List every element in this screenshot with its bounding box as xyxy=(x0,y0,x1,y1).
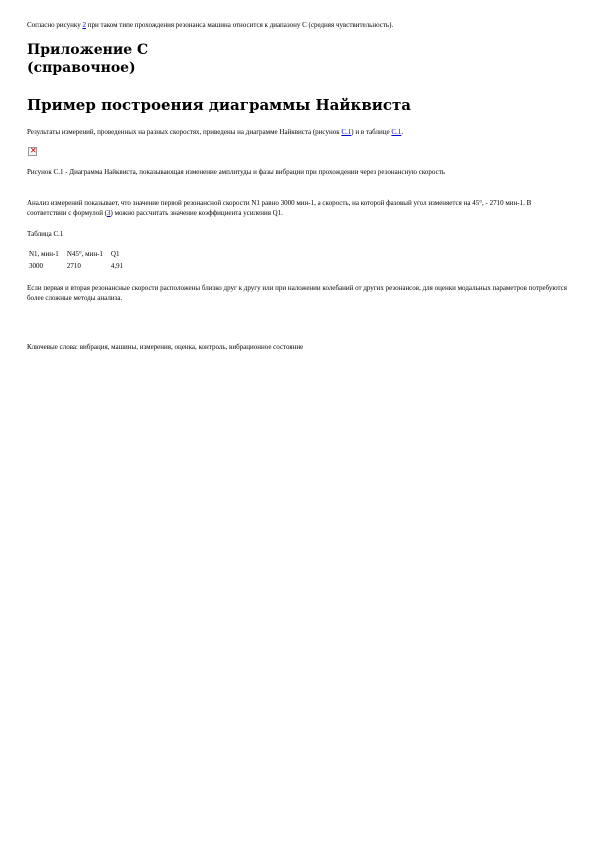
intro-text-before: Согласно рисунку xyxy=(27,21,83,29)
table-header-row xyxy=(27,248,129,260)
results-text-before: Результаты измерений, проведенных на разных скоростях, приведены на диаграмме Найквиста (рисунок xyxy=(27,128,342,136)
table-c1-link[interactable]: С.1 xyxy=(391,128,402,136)
results-text-after: . xyxy=(401,128,404,136)
analysis-text-before: Анализ измерений показывает, что значение первой резонансной скорости N1 равно 3000 мин-1, а скорость, на которой фазовый угол изменяется на 45°, - 2710 мин-1. В соответствии с формулой ( xyxy=(27,199,532,217)
table-row xyxy=(27,260,129,272)
analysis-paragraph xyxy=(27,198,567,218)
analysis-text-after: ) можно рассчитать значение коэффициента усиления Q1. xyxy=(110,209,283,217)
data-table xyxy=(27,248,129,272)
appendix-title-line1: Приложение С xyxy=(27,42,149,58)
figure-c1-link[interactable]: С.1 xyxy=(341,128,352,136)
appendix-title xyxy=(27,41,148,77)
broken-image-icon xyxy=(28,147,37,156)
formula-3-link[interactable]: 3 xyxy=(107,209,111,217)
table-header-cell: Q1 xyxy=(110,250,120,258)
intro-paragraph xyxy=(27,20,393,30)
section-title: Пример построения диаграммы Найквиста xyxy=(27,96,412,114)
figure-caption: Рисунок С.1 - Диаграмма Найквиста, показывающая изменение амплитуды и фазы вибрации при прохождении через резонансную скорость xyxy=(27,168,445,176)
intro-text-after: при таком типе прохождения резонанса машина относится к диапазону С (средняя чувствительность). xyxy=(85,21,394,29)
table-cell: 4,91 xyxy=(110,262,124,270)
results-text-middle: ) и в таблице xyxy=(351,128,392,136)
figure-2-link[interactable]: 2 xyxy=(82,21,86,29)
results-paragraph xyxy=(27,127,403,137)
keywords-line: Ключевые слова: вибрация, машины, измерения, оценка, контроль, вибрационное состояние xyxy=(27,343,304,351)
closing-paragraph: Если первая и вторая резонансные скорости расположены близко друг к другу или при наложении колебаний от других резонансов, для оценки модальных параметров потребуются более сложные методы анализа. xyxy=(27,284,567,302)
table-header-cell: N45°, мин-1 xyxy=(66,250,103,258)
appendix-title-line2: (справочное) xyxy=(27,60,136,76)
broken-image-x-mark: ✕ xyxy=(30,146,37,155)
table-title: Таблица С.1 xyxy=(27,230,64,238)
table-cell: 3000 xyxy=(29,262,43,270)
table-cell: 2710 xyxy=(66,262,81,270)
table-header-cell: N1, мин-1 xyxy=(29,250,59,258)
